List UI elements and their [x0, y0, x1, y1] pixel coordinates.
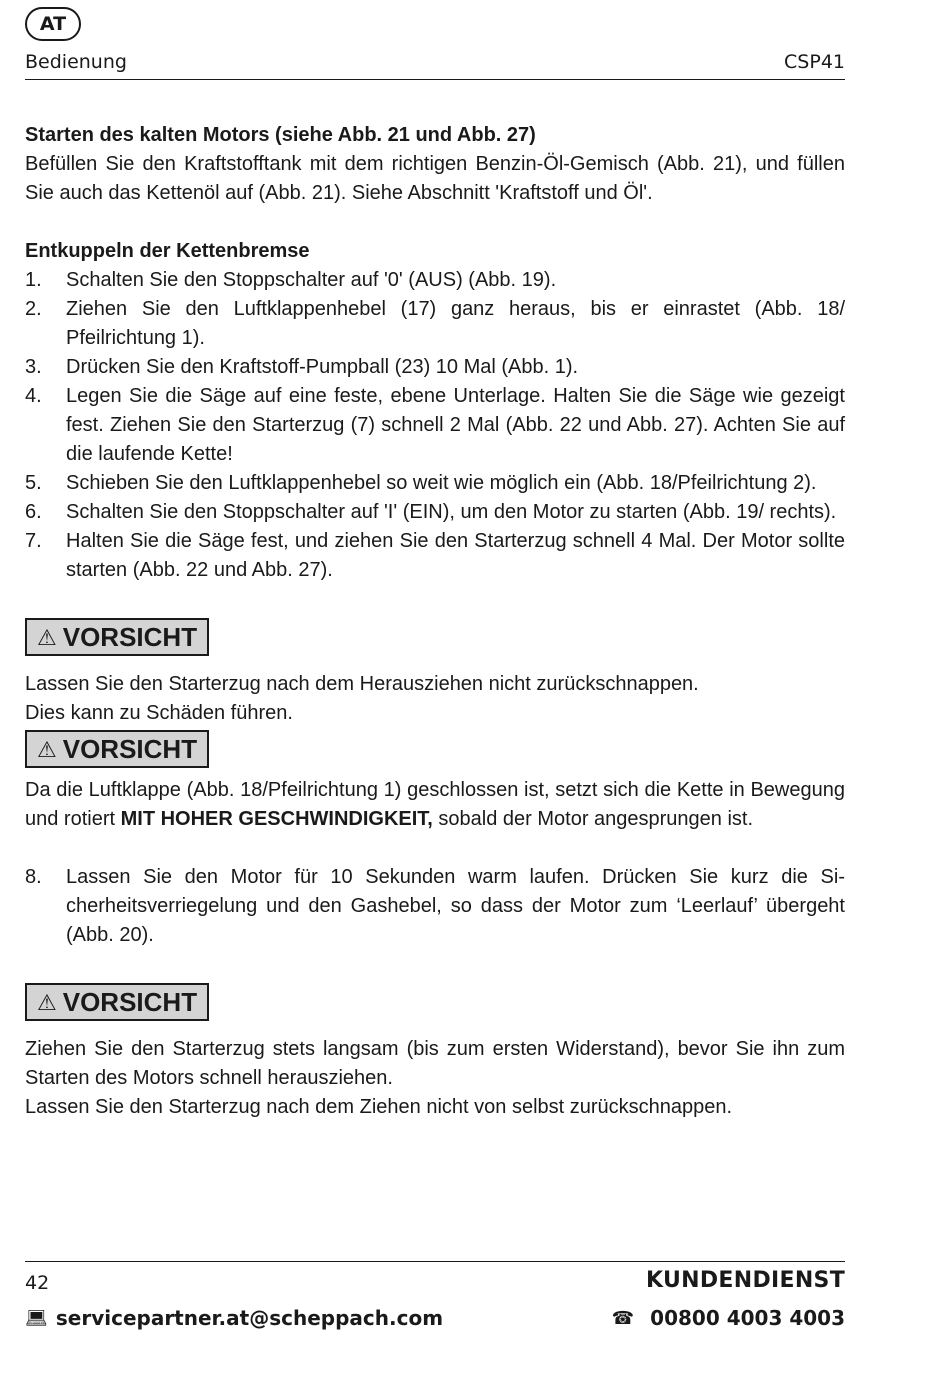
spacer [25, 656, 845, 670]
list-item [25, 295, 845, 353]
step-text: Lassen Sie den Motor für 10 Sekunden warm laufen. Drücken Sie kurz die Sicherheitsverriegelung und den Gashebel, so dass der Motor zum ‘Leerlauf’ übergeht (Abb. 20). [66, 866, 845, 946]
page-number: 42 [25, 1272, 50, 1294]
list-item [25, 353, 845, 382]
caution-label: VORSICHT [62, 621, 198, 652]
step-text: Legen Sie die Säge auf eine feste, ebene Unterlage. Halten Sie die Säge wie gezeigt fest. Ziehen Sie den Starterzug (7) schnell 2 Mal (Abb. 22 und Abb. 27). Achten Sie auf die laufende Kette! [66, 385, 845, 465]
caution-text-part: sobald der Motor angesprungen ist. [432, 808, 754, 830]
page-content [25, 121, 845, 1122]
step-text: Ziehen Sie den Luftklappenhebel (17) ganz heraus, bis er einrastet (Abb. 18/ Pfeilrichtung 1). [66, 298, 845, 349]
step-number: 1. [25, 269, 42, 291]
step-number: 6. [25, 501, 42, 523]
service-email [25, 1306, 443, 1330]
step-number: 2. [25, 298, 42, 320]
footer-divider [25, 1261, 845, 1262]
caution-box [25, 983, 209, 1021]
spacer [25, 208, 845, 237]
caution-box [25, 618, 209, 656]
section-title: Bedienung [25, 51, 127, 73]
caution-emphasis: MIT HOHER GESCHWINDIGKEIT, [120, 808, 433, 830]
header-divider [25, 79, 845, 80]
service-title: KUNDENDIENST [646, 1268, 845, 1293]
caution-text: Ziehen Sie den Starterzug stets langsam (bis zum ersten Widerstand), bevor Sie ihn zum Starten des Motors schnell herausziehen. [25, 1038, 845, 1089]
spacer [25, 768, 845, 776]
spacer [25, 834, 845, 863]
spacer [25, 950, 845, 983]
step-text: Schieben Sie den Luftklappenhebel so weit wie möglich ein (Abb. 18/Pfeilrichtung 2). [66, 472, 817, 494]
cold-start-heading: Starten des kalten Motors (siehe Abb. 21 und Abb. 27) [25, 124, 536, 146]
caution-label: VORSICHT [62, 733, 198, 764]
caution-text: Dies kann zu Schäden führen. [25, 702, 293, 724]
cold-start-text: Befüllen Sie den Kraftstofftank mit dem richtigen Benzin-Öl-Gemisch (Abb. 21), und füllen Sie auch das Kettenöl auf (Abb. 21). Siehe Abschnitt 'Kraftstoff und Öl'. [25, 153, 845, 204]
laptop-icon: 💻︎ [25, 1307, 48, 1329]
step-number: 5. [25, 472, 42, 494]
step-number: 8. [25, 866, 42, 888]
caution-box [25, 730, 209, 768]
caution-text [25, 776, 845, 834]
caution-text: Lassen Sie den Starterzug nach dem Ziehen nicht von selbst zurückschnappen. [25, 1096, 733, 1118]
phone-icon: ☎ [611, 1307, 635, 1329]
email-address[interactable]: servicepartner.at@scheppach.com [55, 1306, 444, 1330]
list-item [25, 863, 845, 950]
list-item [25, 469, 845, 498]
steps-list [25, 266, 845, 585]
country-badge: AT [25, 7, 81, 41]
chain-brake-heading: Entkuppeln der Kettenbremse [25, 240, 310, 262]
spacer [25, 585, 845, 618]
step-text: Drücken Sie den Kraftstoff-Pumpball (23) 10 Mal (Abb. 1). [66, 356, 579, 378]
warning-triangle-icon: ⚠ [37, 624, 57, 650]
step-number: 3. [25, 356, 42, 378]
step-text: Schalten Sie den Stoppschalter auf '0' (AUS) (Abb. 19). [66, 269, 557, 291]
manual-page [25, 0, 845, 1374]
list-item [25, 382, 845, 469]
warning-triangle-icon: ⚠ [37, 989, 57, 1015]
service-phone [612, 1306, 845, 1330]
step-number: 4. [25, 385, 42, 407]
phone-number[interactable]: 00800 4003 4003 [650, 1306, 845, 1330]
step-text: Halten Sie die Säge fest, und ziehen Sie den Starterzug schnell 4 Mal. Der Motor sollte starten (Abb. 22 und Abb. 27). [66, 530, 845, 581]
list-item [25, 527, 845, 585]
step-number: 7. [25, 530, 42, 552]
caution-label: VORSICHT [62, 986, 198, 1017]
list-item [25, 266, 845, 295]
caution-text: Lassen Sie den Starterzug nach dem Herausziehen nicht zurückschnappen. [25, 673, 699, 695]
step-text: Schalten Sie den Stoppschalter auf 'I' (EIN), um den Motor zu starten (Abb. 19/ rechts). [66, 501, 837, 523]
list-item [25, 498, 845, 527]
model-label: CSP41 [784, 51, 845, 73]
warning-triangle-icon: ⚠ [37, 736, 57, 762]
caution-text-part: Da die Luftklappe (Abb. 18/Pfeilrichtung 1) geschlossen ist, setzt sich die Kette in Bewegung und rotiert [25, 779, 845, 830]
spacer [25, 1021, 845, 1035]
